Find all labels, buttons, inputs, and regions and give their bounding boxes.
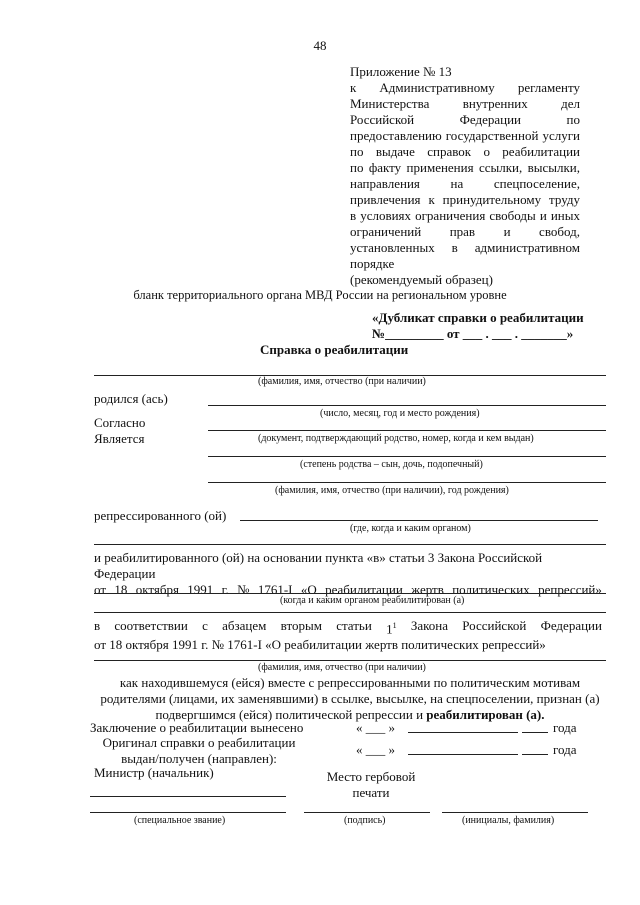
paragraph-word: 1991 bbox=[187, 582, 214, 597]
appendix-word: по выдаче справок о реабилитации bbox=[350, 144, 580, 159]
appendix-line bbox=[350, 192, 580, 208]
repressed-line bbox=[240, 520, 598, 521]
footnote-sup: 1 bbox=[392, 621, 397, 630]
appendix-word: установленных bbox=[350, 240, 435, 255]
rank-line bbox=[90, 812, 286, 813]
appendix-word: в bbox=[451, 240, 458, 255]
paragraph-word: в bbox=[94, 618, 101, 633]
appendix-line bbox=[350, 128, 580, 144]
paragraph-word: вторым bbox=[280, 618, 322, 633]
accord-line-2: от 18 октября 1991 г. № 1761-I «О реабилитации жертв политических репрессий» bbox=[94, 637, 546, 653]
appendix-word: регламенту bbox=[517, 80, 580, 95]
rank-caption: (специальное звание) bbox=[134, 815, 226, 826]
appendix-word: Министерства bbox=[350, 96, 430, 111]
appendix-word: ограничений bbox=[350, 224, 422, 239]
paragraph-word: Закона bbox=[410, 618, 448, 633]
seal-block bbox=[316, 769, 426, 801]
conclusion-year-line bbox=[522, 732, 548, 733]
duplicate-number: №_________ от ___ . ___ . _______» bbox=[372, 326, 574, 341]
appendix-word: по bbox=[566, 112, 580, 127]
kinship-line bbox=[208, 456, 606, 457]
appendix-last-line: порядке bbox=[350, 256, 395, 271]
appendix-line bbox=[350, 112, 580, 128]
separator-line-1 bbox=[94, 544, 606, 545]
is-label: Является bbox=[94, 431, 145, 446]
paragraph-word: статьи bbox=[336, 618, 372, 633]
appendix-word: спецпоселение, bbox=[493, 176, 580, 191]
rehab-by-caption: (когда и каким органом реабилитирован (а) bbox=[280, 595, 465, 606]
appendix-word: внутренних bbox=[462, 96, 528, 111]
birth-line bbox=[208, 405, 606, 406]
appendix-word: Федерации bbox=[459, 112, 521, 127]
paragraph-word: г. bbox=[221, 582, 229, 597]
fio-year-line bbox=[208, 482, 606, 483]
paragraph-word: Российской bbox=[462, 618, 527, 633]
appendix-line bbox=[350, 96, 580, 112]
date-day-1: ___ bbox=[365, 720, 386, 735]
appendix-line bbox=[350, 176, 580, 192]
appendix-line bbox=[350, 80, 580, 96]
fio-caption: (фамилия, имя, отчество (при наличии) bbox=[258, 376, 426, 387]
paragraph-word: октября bbox=[135, 582, 179, 597]
paragraph-word: политических bbox=[452, 582, 530, 597]
kinship-caption: (степень родства – сын, дочь, подопечный) bbox=[300, 459, 483, 470]
paragraph-word: от bbox=[94, 582, 107, 597]
minister-line-1 bbox=[90, 796, 286, 797]
paragraph-word: Федерации bbox=[540, 618, 602, 633]
rehab-paragraph bbox=[94, 550, 602, 598]
signature-line bbox=[304, 812, 430, 813]
paragraph-word: 1761-I bbox=[257, 582, 293, 597]
paragraph-word: реабилитации bbox=[325, 582, 403, 597]
appendix-lines bbox=[350, 80, 580, 256]
accordance-paragraph bbox=[94, 618, 602, 653]
appendix-block bbox=[350, 64, 580, 288]
blank-header: бланк территориального органа МВД России на региональном уровне bbox=[133, 288, 507, 302]
appendix-word: на bbox=[450, 176, 464, 191]
appendix-word: в условиях ограничения свободы и иных bbox=[350, 208, 580, 223]
appendix-word: к bbox=[350, 80, 357, 95]
date-open-quote-2: « bbox=[356, 742, 363, 757]
appendix-line bbox=[350, 224, 580, 240]
document-title: Справка о реабилитации bbox=[260, 342, 409, 357]
appendix-line bbox=[350, 240, 580, 256]
minister-label: Министр (начальник) bbox=[94, 765, 214, 780]
original-block bbox=[86, 735, 312, 767]
seal-line-2: печати bbox=[352, 785, 390, 800]
initials-caption: (инициалы, фамилия) bbox=[462, 815, 555, 826]
appendix-word: и bbox=[503, 224, 511, 239]
paragraph-word: абзацем bbox=[222, 618, 267, 633]
paragraph-word: «О bbox=[300, 582, 317, 597]
document-caption: (документ, подтверждающий родство, номер, когда и кем выдан) bbox=[258, 433, 534, 444]
appendix-line bbox=[350, 160, 580, 176]
final-paragraph bbox=[94, 675, 606, 723]
date-open-quote-1: « bbox=[356, 720, 363, 735]
conclusion-month-line bbox=[408, 732, 518, 733]
appendix-word: Российской bbox=[350, 112, 415, 127]
appendix-word: Административному bbox=[379, 80, 495, 95]
appendix-word: направления bbox=[350, 176, 420, 191]
original-line-2: выдан/получен (направлен): bbox=[121, 751, 277, 766]
appendix-word: свобод, bbox=[539, 224, 580, 239]
original-year-label: года bbox=[553, 742, 577, 757]
paragraph-word: жертв bbox=[411, 582, 444, 597]
rehab-line-1: и реабилитированного (ой) на основании пункта «в» статьи 3 Закона Российской Федерации bbox=[94, 550, 543, 581]
paragraph-word: 18 bbox=[114, 582, 128, 597]
appendix-word: прав bbox=[449, 224, 476, 239]
rehab-by-line bbox=[94, 593, 606, 594]
appendix-note: (рекомендуемый образец) bbox=[350, 272, 493, 287]
according-label: Согласно bbox=[94, 415, 146, 430]
paragraph-word: 1 bbox=[386, 621, 393, 637]
fio2-line bbox=[94, 660, 606, 661]
original-date bbox=[356, 742, 395, 758]
appendix-word: предоставлению государственной услуги bbox=[350, 128, 580, 143]
page-number: 48 bbox=[313, 38, 327, 53]
birth-caption: (число, месяц, год и место рождения) bbox=[320, 408, 480, 419]
signature-caption: (подпись) bbox=[344, 815, 386, 826]
conclusion-year-label: года bbox=[553, 720, 577, 735]
paragraph-word: с bbox=[202, 618, 208, 633]
appendix-word: дел bbox=[561, 96, 580, 111]
final-line-3-text: подвергшимся (ейся) политической репрессии и bbox=[155, 707, 427, 722]
appendix-title: Приложение № 13 bbox=[350, 64, 452, 79]
seal-line-1: Место гербовой bbox=[326, 769, 416, 784]
separator-line-2 bbox=[94, 612, 606, 613]
conclusion-label: Заключение о реабилитации вынесено bbox=[90, 720, 304, 735]
final-line-2: родителями (лицами, их заменявшими) в ссылке, высылке, на спецпоселении, признан (а) bbox=[100, 691, 600, 706]
fio-year-caption: (фамилия, имя, отчество (при наличии), год рождения) bbox=[275, 485, 509, 496]
born-label: родился (ась) bbox=[94, 391, 168, 406]
appendix-word: административном bbox=[474, 240, 580, 255]
repressed-label: репрессированного (ой) bbox=[94, 508, 227, 523]
original-year-line bbox=[522, 754, 548, 755]
paragraph-word: соответствии bbox=[114, 618, 188, 633]
accord-line-1 bbox=[94, 618, 602, 637]
date-day-2: ___ bbox=[365, 742, 386, 757]
where-caption: (где, когда и каким органом) bbox=[350, 523, 471, 534]
document-line bbox=[208, 430, 606, 431]
duplicate-title: «Дубликат справки о реабилитации bbox=[372, 310, 584, 325]
original-month-line bbox=[408, 754, 518, 755]
initials-line bbox=[442, 812, 588, 813]
date-close-quote-1: » bbox=[388, 720, 395, 735]
appendix-word: по факту применения ссылки, высылки, bbox=[350, 160, 580, 175]
date-close-quote-2: » bbox=[388, 742, 395, 757]
article-number bbox=[386, 618, 397, 637]
fio2-caption: (фамилия, имя, отчество (при наличии) bbox=[258, 662, 426, 673]
paragraph-word: репрессий» bbox=[538, 582, 602, 597]
appendix-line bbox=[350, 208, 580, 224]
final-line-1: как находившемуся (ейся) вместе с репрессированными по политическим мотивам bbox=[119, 675, 581, 690]
paragraph-word: № bbox=[237, 582, 250, 597]
rehabilitated-bold: реабилитирован (а). bbox=[426, 707, 545, 722]
original-line-1: Оригинал справки о реабилитации bbox=[102, 735, 296, 750]
appendix-word: привлечения к принудительному труду bbox=[350, 192, 580, 207]
conclusion-date bbox=[356, 720, 395, 736]
appendix-line bbox=[350, 144, 580, 160]
